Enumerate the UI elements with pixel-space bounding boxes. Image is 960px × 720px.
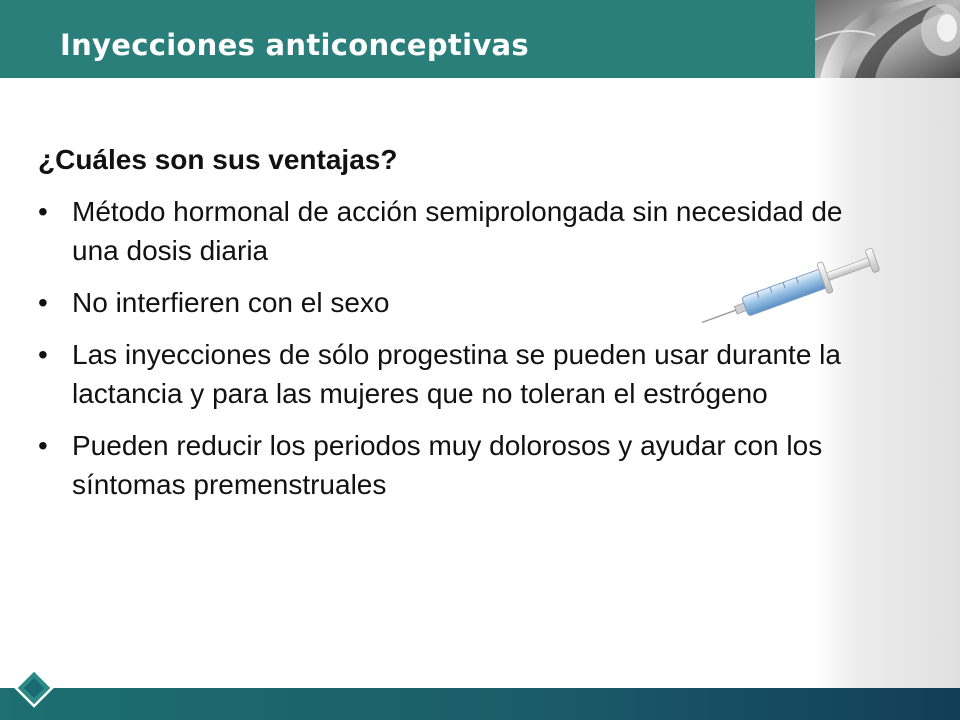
slide-title: Inyecciones anticonceptivas — [60, 28, 529, 62]
bullet-text: Pueden reducir los periodos muy dolorosos y ayudar con los síntomas premenstruales — [72, 430, 823, 500]
bullet-icon: • — [38, 339, 48, 370]
diamond-logo-icon — [14, 668, 54, 708]
bullet-icon: • — [38, 287, 48, 318]
list-item — [38, 426, 878, 504]
bullet-icon: • — [38, 196, 48, 227]
metallic-abstract-image — [815, 0, 960, 78]
advantages-question: ¿Cuáles son sus ventajas? — [38, 144, 398, 175]
bullet-text: No interfieren con el sexo — [72, 287, 390, 318]
list-item — [38, 335, 878, 413]
title-bar — [0, 0, 815, 78]
bullet-text: Método hormonal de acción semiprolongada sin necesidad de una dosis diaria — [72, 196, 843, 266]
bullet-icon: • — [38, 430, 48, 461]
bullet-text: Las inyecciones de sólo progestina se pueden usar durante la lactancia y para las mujeres que no toleran el estrógeno — [72, 339, 841, 409]
footer-bar — [0, 688, 960, 720]
syringe-image — [688, 248, 900, 330]
advantages-list — [38, 192, 878, 504]
